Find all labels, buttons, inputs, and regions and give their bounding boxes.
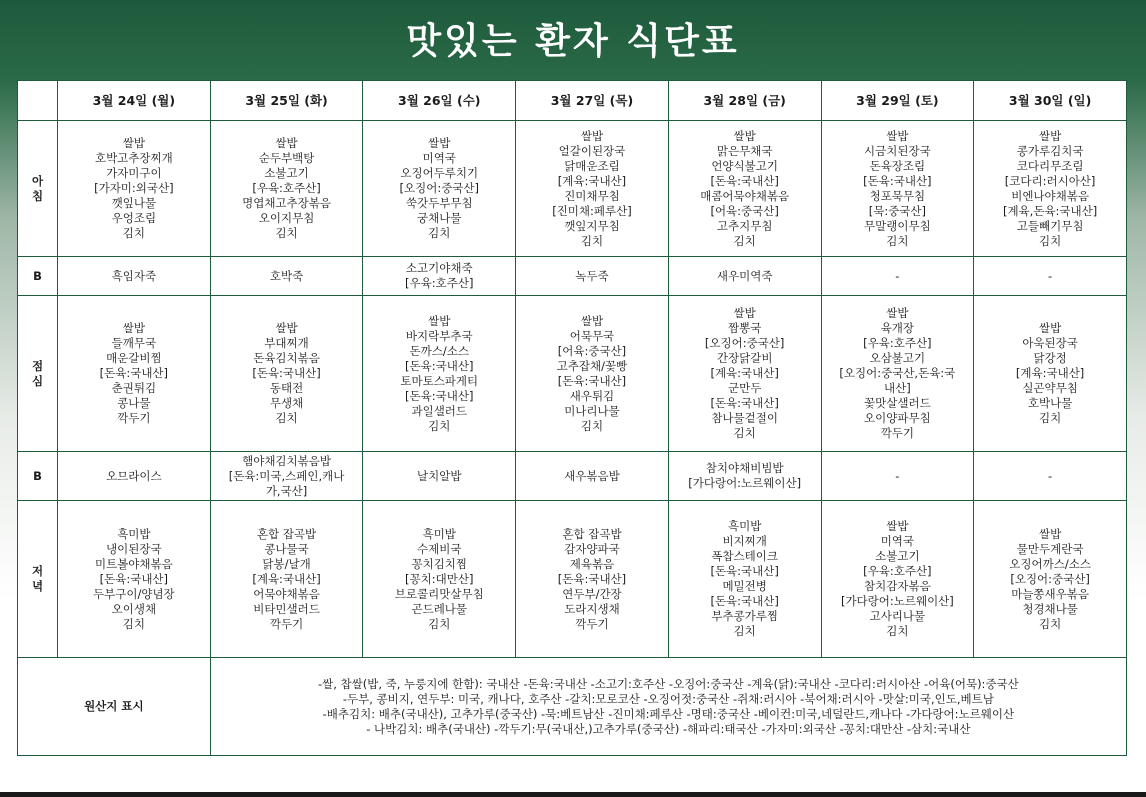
meal-label-char: B bbox=[33, 268, 42, 283]
menu-cell bbox=[821, 501, 974, 658]
menu-item: 미나리나물 bbox=[564, 403, 620, 418]
menu-item: 무생채 bbox=[269, 396, 304, 410]
menu-item: 소불고기 bbox=[264, 166, 309, 180]
menu-item: 쌀밥 bbox=[275, 136, 298, 150]
menu-item: 돈육장조림 bbox=[869, 158, 926, 173]
menu-item: 닭강정 bbox=[1033, 351, 1067, 365]
menu-item: 흑미밥 bbox=[422, 526, 456, 541]
menu-item: [오징어:중국산] bbox=[399, 181, 480, 195]
menu-item: 냉이된장국 bbox=[106, 541, 162, 556]
menu-item: [돈육:국내산] bbox=[710, 173, 779, 188]
menu-item: 흑미밥 bbox=[117, 526, 151, 541]
menu-cell bbox=[821, 452, 974, 501]
menu-item: 수제비국 bbox=[417, 541, 462, 556]
menu-item: 어묵야채볶음 bbox=[253, 586, 320, 601]
menu-cell bbox=[210, 257, 363, 296]
menu-item: [계육,돈육:국내산] bbox=[1002, 203, 1098, 218]
menu-item: 새우볶음밥 bbox=[564, 468, 620, 483]
menu-item: 들깨무국 bbox=[111, 336, 157, 350]
menu-item: 김치 bbox=[428, 418, 451, 433]
menu-item: 김치 bbox=[122, 226, 145, 240]
menu-item: 실곤약무침 bbox=[1022, 381, 1078, 395]
menu-item: 미역국 bbox=[422, 151, 456, 165]
menu-item: 김치 bbox=[428, 616, 451, 631]
menu-item: 쌀밥 bbox=[122, 321, 145, 335]
menu-item: 쌀밥 bbox=[1039, 321, 1062, 335]
header-corner-cell bbox=[18, 81, 58, 121]
menu-item: 물만두계란국 bbox=[1016, 541, 1084, 556]
menu-item: 깻잎지무침 bbox=[564, 218, 620, 233]
menu-item: 어묵무국 bbox=[569, 328, 615, 343]
menu-item: 새우튀김 bbox=[569, 388, 615, 403]
menu-item: [우육:호주산] bbox=[863, 564, 932, 578]
menu-item: 호박죽 bbox=[269, 268, 304, 283]
menu-item: [가자미:외국산] bbox=[94, 181, 174, 195]
page-title: 맛있는 환자 식단표 bbox=[406, 21, 740, 62]
menu-item: 김치 bbox=[580, 233, 604, 248]
menu-item: 호박고추장찌개 bbox=[94, 151, 173, 165]
menu-item: 콩나물국 bbox=[264, 541, 309, 556]
menu-cell bbox=[668, 452, 821, 501]
menu-cell bbox=[516, 501, 669, 658]
menu-item: 오이양파무침 bbox=[864, 411, 931, 425]
menu-cell bbox=[516, 121, 669, 257]
dinner-row bbox=[18, 501, 1127, 658]
menu-item: 고추잡채/꽃빵 bbox=[556, 358, 628, 373]
menu-item: 고추지무침 bbox=[716, 218, 773, 233]
snack-row-1 bbox=[18, 257, 1127, 296]
menu-cell bbox=[516, 257, 669, 296]
menu-item: [돈육:미국,스페인,캐나 bbox=[228, 468, 345, 483]
menu-item: 닭봉/날개 bbox=[262, 556, 311, 571]
menu-item: 깻잎나물 bbox=[111, 196, 157, 210]
menu-item: 김치 bbox=[886, 233, 909, 248]
menu-item: 쌀밥 bbox=[886, 306, 909, 320]
menu-item: 동태전 bbox=[269, 381, 304, 395]
menu-cell bbox=[58, 257, 211, 296]
menu-item: [돈육:국내산] bbox=[557, 373, 627, 388]
menu-item: [우육:호주산] bbox=[863, 336, 932, 350]
meal-label-char: B bbox=[33, 468, 42, 483]
menu-cell bbox=[668, 296, 821, 452]
menu-item: 흑미밥 bbox=[728, 519, 762, 533]
menu-item: [오징어:중국산] bbox=[704, 336, 785, 350]
menu-item: 가,국산] bbox=[265, 483, 308, 498]
menu-item: [진미채:페루산] bbox=[552, 203, 632, 218]
menu-item: 꽃맛살샐러드 bbox=[864, 396, 931, 410]
menu-item: 닭매운조림 bbox=[564, 158, 620, 173]
menu-item: [돈육:국내산] bbox=[99, 366, 169, 380]
menu-item: 돈육김치볶음 bbox=[253, 351, 320, 365]
menu-item: [돈육:국내산] bbox=[99, 571, 169, 586]
origin-line: -쌀, 찹쌀(밥, 죽, 누룽지에 한함): 국내산 -돈육:국내산 -소고기:호주산 -오징어:중국산 -계육(닭):국내산 -코다리:러시아산 -어육(어묵):중국산 bbox=[317, 676, 1019, 691]
menu-item: 청경채나물 bbox=[1022, 601, 1078, 616]
day-header: 3월 24일 (월) bbox=[58, 81, 211, 121]
menu-item: 혼합 잡곡밥 bbox=[256, 526, 317, 541]
menu-item: 군만두 bbox=[728, 381, 762, 395]
menu-item: 오징어두루치기 bbox=[400, 166, 479, 180]
menu-item: 흑임자죽 bbox=[111, 268, 157, 283]
menu-item: 오므라이스 bbox=[106, 468, 162, 483]
menu-item: [돈육:국내산] bbox=[557, 571, 627, 586]
menu-item: [돈육:국내산] bbox=[710, 564, 779, 578]
menu-cell bbox=[516, 452, 669, 501]
day-header: 3월 29일 (토) bbox=[821, 81, 974, 121]
menu-item: [오징어:중국산,돈육:국 bbox=[839, 366, 956, 380]
menu-item: 쌀밥 bbox=[428, 313, 451, 328]
menu-item: 미트볼야채볶음 bbox=[94, 556, 173, 571]
bottom-border bbox=[0, 792, 1146, 797]
menu-cell bbox=[210, 121, 363, 257]
menu-item: 참치야채비빔밥 bbox=[705, 461, 784, 475]
menu-item: 쌀밥 bbox=[1039, 128, 1062, 143]
menu-cell bbox=[974, 296, 1127, 452]
menu-item: [우육:호주산] bbox=[252, 181, 321, 195]
menu-item: 호박나물 bbox=[1027, 396, 1073, 410]
menu-item: [우육:호주산] bbox=[405, 276, 474, 290]
menu-item: [계육:국내산] bbox=[1015, 366, 1085, 380]
snack-row-2 bbox=[18, 452, 1127, 501]
menu-item: 김치 bbox=[428, 226, 451, 240]
meal-label bbox=[18, 501, 58, 658]
menu-item: 짬뽕국 bbox=[728, 321, 762, 335]
menu-item: 쌀밥 bbox=[1039, 526, 1062, 541]
menu-cell bbox=[363, 121, 516, 257]
menu-cell bbox=[363, 257, 516, 296]
menu-item: 햄야채김치볶음밥 bbox=[242, 453, 331, 468]
menu-item: 아욱된장국 bbox=[1022, 336, 1078, 350]
menu-item: 연두부/간장 bbox=[562, 586, 622, 601]
origin-label: 원산지 표시 bbox=[18, 658, 211, 756]
meal-label bbox=[18, 121, 58, 257]
menu-cell bbox=[363, 501, 516, 658]
menu-item: [돈육:국내산] bbox=[863, 173, 932, 188]
origin-line: - 나박김치: 배추(국내산) -깍두기:무(국내산,)고추가루(중국산) -해파리:태국산 -가자미:외국산 -꽁치:대만산 -삼치:국내산 bbox=[366, 721, 971, 736]
menu-item: [돈육:국내산] bbox=[405, 358, 474, 373]
menu-item: 바지락부추국 bbox=[405, 328, 473, 343]
menu-item: 순두부백탕 bbox=[258, 151, 315, 165]
menu-item: 김치 bbox=[1039, 616, 1062, 631]
menu-item: 오이생채 bbox=[111, 601, 157, 616]
menu-item: [오징어:중국산] bbox=[1010, 571, 1090, 586]
menu-item: 내산] bbox=[884, 381, 911, 395]
menu-item: 김치 bbox=[1039, 411, 1062, 425]
menu-cell bbox=[821, 296, 974, 452]
menu-item: 언양식불고기 bbox=[711, 158, 778, 173]
menu-item: 오징어까스/소스 bbox=[1009, 556, 1091, 571]
menu-cell bbox=[668, 257, 821, 296]
day-header: 3월 30일 (일) bbox=[974, 81, 1127, 121]
menu-item: 궁채나물 bbox=[417, 211, 462, 225]
menu-cell bbox=[974, 501, 1127, 658]
menu-item: 깍두기 bbox=[117, 411, 151, 425]
menu-item: [가다랑어:노르웨이산] bbox=[840, 594, 954, 608]
menu-cell bbox=[58, 501, 211, 658]
menu-item: 참나물겉절이 bbox=[711, 411, 778, 425]
menu-item: [계육:국내산] bbox=[557, 173, 627, 188]
menu-item: 육개장 bbox=[880, 321, 915, 335]
menu-item: 가자미구이 bbox=[106, 166, 162, 180]
menu-item: 깍두기 bbox=[575, 616, 609, 631]
day-header: 3월 25일 (화) bbox=[210, 81, 363, 121]
breakfast-row bbox=[18, 121, 1127, 257]
menu-item: 부추콩가루찜 bbox=[711, 609, 778, 623]
meal-label-char: 점 bbox=[31, 358, 44, 373]
menu-item: 소고기야채죽 bbox=[405, 261, 473, 275]
menu-item: 제육볶음 bbox=[569, 556, 615, 571]
menu-cell bbox=[821, 257, 974, 296]
origin-text bbox=[210, 658, 1126, 756]
menu-cell bbox=[821, 121, 974, 257]
menu-item: 깍두기 bbox=[880, 426, 915, 440]
menu-cell bbox=[58, 121, 211, 257]
menu-item: 고사리나물 bbox=[869, 609, 926, 623]
menu-item: 쌀밥 bbox=[733, 128, 756, 143]
menu-item: [묵:중국산] bbox=[868, 203, 927, 218]
menu-item: - bbox=[895, 268, 900, 283]
menu-item: 녹두죽 bbox=[575, 268, 609, 283]
menu-item: [돈육:국내산] bbox=[252, 366, 321, 380]
meal-label-char: 심 bbox=[31, 373, 44, 388]
menu-item: 폭찹스테이크 bbox=[711, 549, 778, 563]
menu-item: 명엽채고추장볶음 bbox=[242, 196, 331, 210]
menu-item: [돈육:국내산] bbox=[710, 396, 779, 410]
menu-cell bbox=[210, 452, 363, 501]
day-header: 3월 27일 (목) bbox=[516, 81, 669, 121]
menu-item: 쌀밥 bbox=[580, 313, 604, 328]
menu-item: - bbox=[1048, 468, 1053, 483]
meal-label bbox=[18, 452, 58, 501]
menu-cell bbox=[516, 296, 669, 452]
menu-cell bbox=[974, 452, 1127, 501]
menu-item: 부대찌개 bbox=[264, 336, 309, 350]
menu-item: [어육:중국산] bbox=[557, 343, 627, 358]
menu-item: 쌀밥 bbox=[733, 306, 756, 320]
menu-item: 깍두기 bbox=[269, 616, 304, 631]
menu-item: [코다리:러시아산] bbox=[1004, 173, 1096, 188]
menu-item: [가다랑어:노르웨이산] bbox=[688, 476, 802, 490]
menu-item: 김치 bbox=[886, 624, 909, 638]
menu-cell bbox=[210, 501, 363, 658]
menu-cell bbox=[363, 296, 516, 452]
menu-item: 곤드레나물 bbox=[411, 601, 468, 616]
menu-cell bbox=[974, 257, 1127, 296]
menu-item: 혼합 잡곡밥 bbox=[562, 526, 622, 541]
menu-item: 진미채무침 bbox=[564, 188, 620, 203]
menu-item: 무말랭이무침 bbox=[864, 218, 931, 233]
menu-cell bbox=[58, 296, 211, 452]
menu-item: 돈까스/소스 bbox=[409, 343, 469, 358]
menu-item: 김치 bbox=[122, 616, 145, 631]
menu-item: 매콤어묵야채볶음 bbox=[700, 188, 790, 203]
menu-cell bbox=[363, 452, 516, 501]
menu-item: 비타민샐러드 bbox=[253, 601, 320, 616]
menu-item: 오이지무침 bbox=[258, 211, 315, 225]
menu-item: - bbox=[895, 468, 900, 483]
meal-plan-table bbox=[17, 80, 1127, 756]
menu-item: 쑥갓두부무침 bbox=[405, 196, 473, 210]
menu-item: 쌀밥 bbox=[886, 128, 909, 143]
menu-item: 우엉조림 bbox=[111, 211, 157, 225]
menu-item: 쌀밥 bbox=[580, 128, 604, 143]
menu-cell bbox=[58, 452, 211, 501]
meal-label bbox=[18, 257, 58, 296]
menu-item: 춘권튀김 bbox=[111, 381, 157, 395]
meal-label-char: 녁 bbox=[31, 579, 44, 593]
meal-label-char: 저 bbox=[31, 564, 44, 578]
menu-item: 간장닭갈비 bbox=[716, 351, 773, 365]
menu-item: 브로콜리맛살무침 bbox=[394, 586, 484, 601]
menu-item: 마늘쫑새우볶음 bbox=[1011, 586, 1089, 601]
meal-label-char: 아 bbox=[31, 173, 44, 188]
menu-item: [어육:중국산] bbox=[710, 203, 779, 218]
meal-label-char: 침 bbox=[31, 188, 44, 203]
menu-item: 쌀밥 bbox=[275, 321, 298, 335]
menu-item: 오삼불고기 bbox=[869, 351, 926, 365]
menu-item: 매운갈비찜 bbox=[106, 351, 162, 365]
menu-item: [꽁치:대만산] bbox=[405, 571, 474, 586]
menu-item: 김치 bbox=[733, 624, 756, 638]
menu-item: 날치알밥 bbox=[417, 468, 462, 483]
menu-item: 참치감자볶음 bbox=[864, 579, 931, 593]
day-header: 3월 26일 (수) bbox=[363, 81, 516, 121]
menu-item: 콩가루김치국 bbox=[1016, 143, 1084, 158]
menu-item: - bbox=[1048, 268, 1053, 283]
meal-label bbox=[18, 296, 58, 452]
menu-item: [계육:국내산] bbox=[252, 571, 321, 586]
menu-item: 김치 bbox=[275, 226, 298, 240]
menu-item: 청포묵무침 bbox=[869, 188, 926, 203]
menu-cell bbox=[668, 121, 821, 257]
menu-item: 김치 bbox=[733, 233, 756, 248]
day-header: 3월 28일 (금) bbox=[668, 81, 821, 121]
menu-item: 쌀밥 bbox=[886, 519, 909, 533]
origin-row bbox=[18, 658, 1127, 756]
day-header-row bbox=[18, 81, 1127, 121]
menu-cell bbox=[974, 121, 1127, 257]
menu-item: 콩나물 bbox=[117, 396, 151, 410]
menu-item: 코다리무조림 bbox=[1016, 158, 1084, 173]
menu-item: 미역국 bbox=[880, 534, 915, 548]
menu-item: 김치 bbox=[1039, 233, 1062, 248]
menu-item: 고들빼기무침 bbox=[1016, 218, 1084, 233]
menu-item: 새우미역죽 bbox=[716, 268, 773, 283]
menu-item: 비엔나야채볶음 bbox=[1011, 188, 1089, 203]
menu-item: [돈육:국내산] bbox=[710, 594, 779, 608]
menu-item: [돈육:국내산] bbox=[405, 388, 474, 403]
menu-cell bbox=[210, 296, 363, 452]
lunch-row bbox=[18, 296, 1127, 452]
menu-item: 메밀전병 bbox=[722, 579, 767, 593]
menu-item: 과일샐러드 bbox=[411, 403, 468, 418]
menu-item: [계육:국내산] bbox=[710, 366, 779, 380]
menu-item: 맑은무채국 bbox=[716, 143, 773, 158]
menu-item: 도라지생채 bbox=[564, 601, 620, 616]
menu-item: 비지찌개 bbox=[722, 534, 767, 548]
menu-item: 토마토스파게티 bbox=[400, 373, 479, 388]
origin-line: -두부, 콩비지, 연두부: 미국, 캐나다, 호주산 -갈치:모로코산 -오징어젓:중국산 -쥐채:러시아 -북어채:러시아 -맛살:미국,인도,베트남 bbox=[342, 691, 994, 706]
menu-item: 두부구이/양념장 bbox=[93, 586, 175, 601]
menu-item: 소불고기 bbox=[875, 549, 920, 563]
menu-item: 얼갈이된장국 bbox=[558, 143, 626, 158]
menu-cell bbox=[668, 501, 821, 658]
menu-item: 시금치된장국 bbox=[864, 143, 931, 158]
menu-item: 김치 bbox=[275, 411, 298, 425]
menu-item: 쌀밥 bbox=[428, 136, 451, 150]
menu-item: 김치 bbox=[580, 418, 604, 433]
menu-item: 김치 bbox=[733, 426, 756, 440]
menu-item: 쌀밥 bbox=[122, 136, 145, 150]
menu-item: 감자양파국 bbox=[564, 541, 620, 556]
menu-item: 꽁치김치찜 bbox=[411, 556, 468, 571]
origin-line: -배추김치: 배추(국내산), 고추가루(중국산) -묵:베트남산 -진미채:페루산 -명태:중국산 -베이컨:미국,네덜란드,캐나다 -가다랑어:노르웨이산 bbox=[322, 706, 1015, 721]
